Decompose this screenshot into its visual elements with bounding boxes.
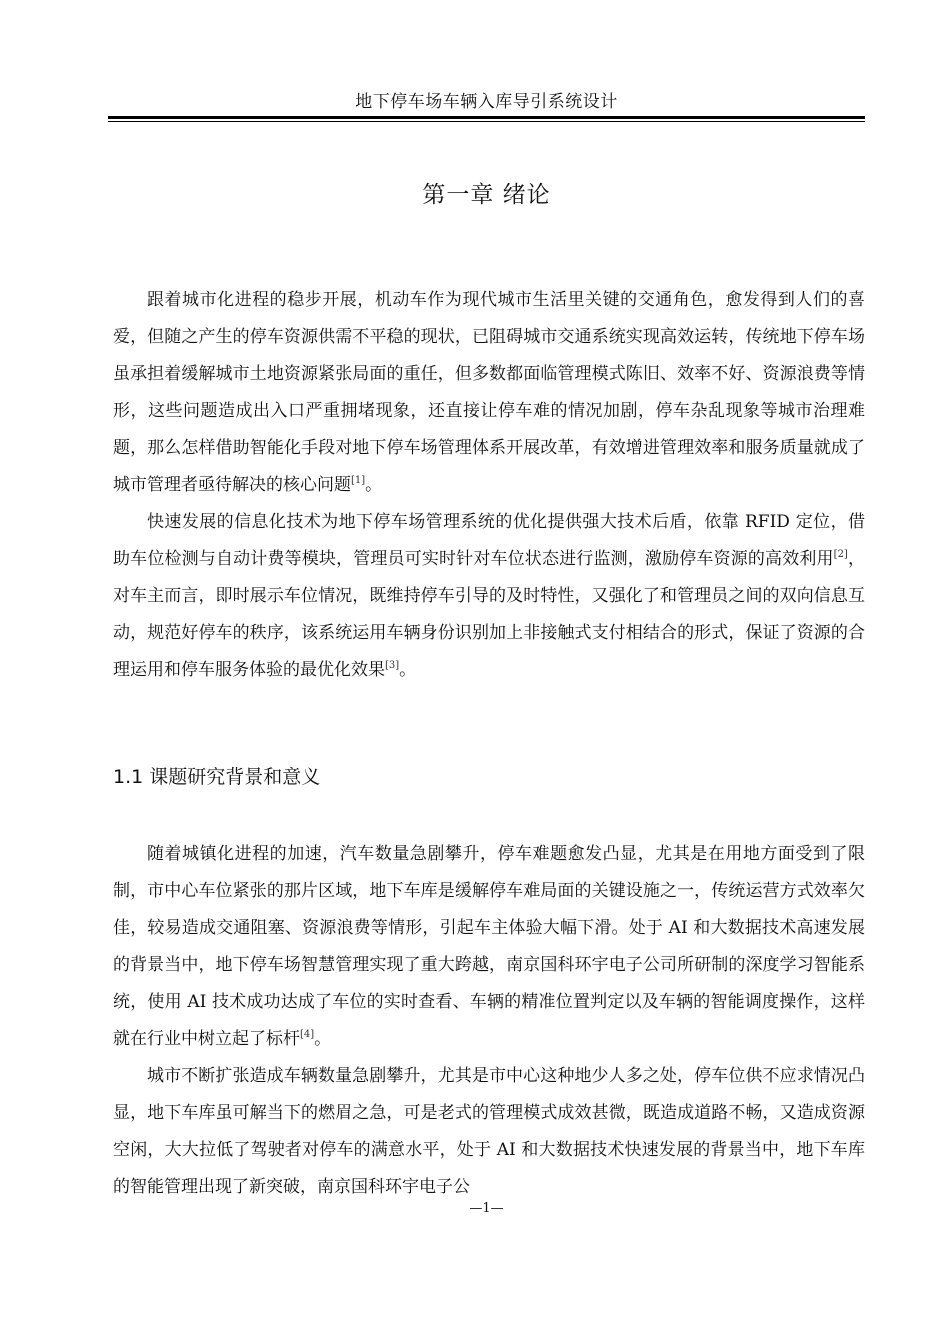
paragraph-end: 。 — [314, 1029, 332, 1049]
paragraph-end: 。 — [399, 660, 417, 680]
paragraph-text: 跟着城市化进程的稳步开展，机动车作为现代城市生活里关键的交通角色，愈发得到人们的喜爱，但随之产生的停车资源供需不平稳的现状，已阻碍城市交通系统实现高效运转，传统地下停车场虽承担着缓解城市土地资源紧张局面的重任，但多数都面临管理模式陈旧、效率不好、资源浪费等情形，这些问题造成出入口严重拥堵现象，还直接让停车难的情况加剧，停车杂乱现象等城市治理难题，那么怎样借助智能化手段对地下停车场管理体系开展改革，有效增进管理效率和服务质量就成了城市管理者亟待解决的核心问题 — [113, 290, 865, 495]
paragraph-end: 。 — [365, 475, 383, 495]
paragraph-text: ，对车主而言，即时展示车位情况，既维持停车引导的及时特性，又强化了和管理员之间的双向信息互动，规范好停车的秩序，该系统运用车辆身份识别加上非接触式支付相结合的形式，保证了资源的合理运用和停车服务体验的最优化效果 — [113, 549, 866, 680]
citation-ref: [2] — [833, 549, 848, 560]
intro-paragraph-2 — [113, 504, 865, 689]
running-header: 地下停车场车辆入库导引系统设计 — [355, 92, 618, 112]
chapter-title: 第一章 绪论 — [422, 182, 551, 208]
section-heading: 1.1 课题研究背景和意义 — [113, 766, 321, 788]
intro-paragraph-1 — [113, 282, 865, 504]
paragraph-text: 随着城镇化进程的加速，汽车数量急剧攀升，停车难题愈发凸显，尤其是在用地方面受到了限制，市中心车位紧张的那片区域，地下车库是缓解停车难局面的关键设施之一，传统运营方式效率欠佳，较易造成交通阻塞、资源浪费等情形，引起车主体验大幅下滑。处于 AI 和大数据技术高速发展的背景当中，地下停车场智慧管理实现了重大跨越，南京国科环宇电子公司所研制的深度学习智能系统，使用 AI 技术成功达成了车位的实时查看、车辆的精准位置判定以及车辆的智能调度操作，这样就在行业中树立起了标杆 — [113, 844, 865, 1049]
paragraph-text: 快速发展的信息化技术为地下停车场管理系统的优化提供强大技术后盾，依靠 RFID 定位，借助车位检测与自动计费等模块，管理员可实时针对车位状态进行监测，激励停车资源的高效利用 — [113, 512, 865, 569]
page-number: —1— — [469, 1201, 504, 1216]
section-paragraph-2 — [113, 1058, 865, 1206]
section-body — [113, 836, 865, 1206]
header-rule-thin — [108, 121, 865, 122]
header-rule — [108, 116, 865, 119]
section-paragraph-1 — [113, 836, 865, 1058]
paragraph-text: 城市不断扩张造成车辆数量急剧攀升，尤其是市中心这种地少人多之处，停车位供不应求情况凸显，地下车库虽可解当下的燃眉之急，可是老式的管理模式成效甚微，既造成道路不畅，又造成资源空闲，大大拉低了驾驶者对停车的满意水平，处于 AI 和大数据技术快速发展的背景当中，地下车库的智能管理出现了新突破，南京国科环宇电子公 — [113, 1066, 865, 1197]
citation-ref: [4] — [300, 1029, 315, 1040]
intro-body — [113, 282, 865, 689]
citation-ref: [3] — [385, 660, 400, 671]
citation-ref: [1] — [351, 475, 366, 486]
